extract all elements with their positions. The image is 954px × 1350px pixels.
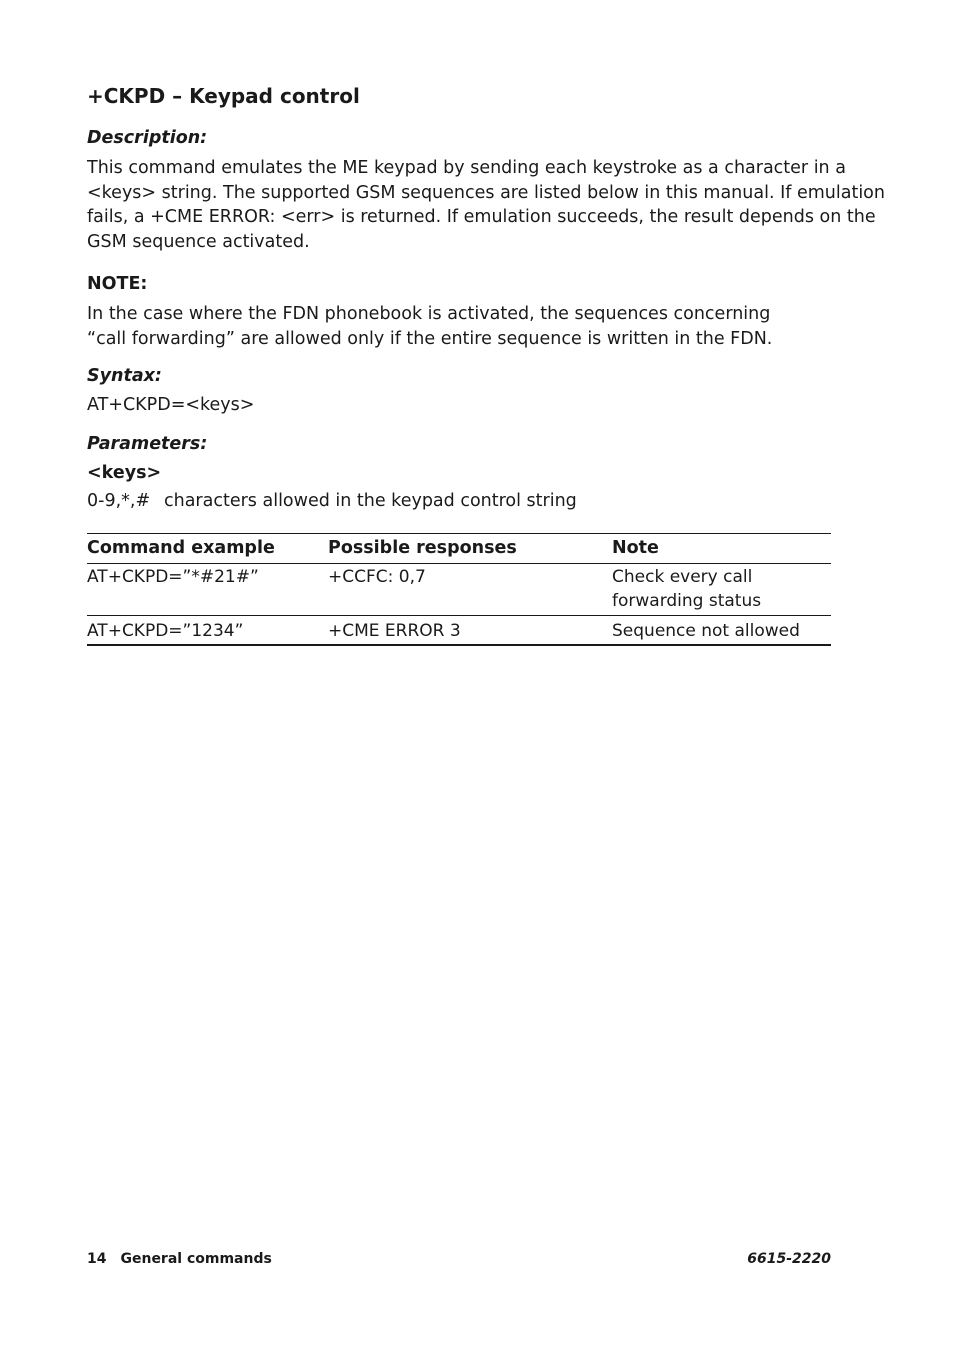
note-label: NOTE: (87, 274, 148, 294)
document-number: 6615-2220 (747, 1251, 831, 1267)
syntax-value: AT+CKPD=<keys> (87, 395, 255, 415)
table-header-response: Possible responses (328, 538, 517, 558)
parameters-label: Parameters: (87, 434, 208, 454)
table-row-rule (87, 615, 831, 616)
note-line: In the case where the FDN phonebook is activated, the sequences concerning (87, 304, 771, 324)
table-header-note: Note (612, 538, 659, 558)
description-line: <keys> string. The supported GSM sequences are listed below in this manual. If emulation (87, 182, 885, 203)
parameter-name: <keys> (87, 463, 162, 483)
table-header-rule (87, 563, 831, 564)
description-line: GSM sequence activated. (87, 231, 310, 252)
syntax-label: Syntax: (87, 366, 162, 386)
table-cell-note (612, 565, 761, 613)
description-label: Description: (87, 128, 208, 148)
parameter-description: characters allowed in the keypad control string (164, 491, 577, 511)
table-cell-note (612, 619, 800, 643)
table-cell-response: +CCFC: 0,7 (328, 567, 426, 587)
table-cell-command: AT+CKPD=”1234” (87, 621, 244, 641)
table-header-command: Command example (87, 538, 275, 558)
section-heading: +CKPD – Keypad control (87, 84, 360, 108)
footer-section: General commands (120, 1251, 272, 1267)
table-top-rule (87, 533, 831, 534)
table-cell-note-line: Sequence not allowed (612, 621, 800, 641)
description-line: This command emulates the ME keypad by sending each keystroke as a character in a (87, 158, 846, 178)
footer-left (87, 1251, 272, 1267)
table-cell-note-line: Check every call (612, 567, 753, 587)
parameter-key: 0-9,*,# (87, 491, 151, 511)
note-line: “call forwarding” are allowed only if the entire sequence is written in the FDN. (87, 328, 773, 349)
table-cell-response: +CME ERROR 3 (328, 621, 461, 641)
page-number: 14 (87, 1251, 107, 1267)
table-bottom-rule (87, 644, 831, 646)
description-text (87, 156, 885, 254)
description-line: fails, a +CME ERROR: <err> is returned. If emulation succeeds, the result depends on the (87, 207, 876, 227)
note-text (87, 302, 831, 351)
table-cell-command: AT+CKPD=”*#21#” (87, 567, 259, 587)
table-cell-note-line: forwarding status (612, 591, 762, 611)
